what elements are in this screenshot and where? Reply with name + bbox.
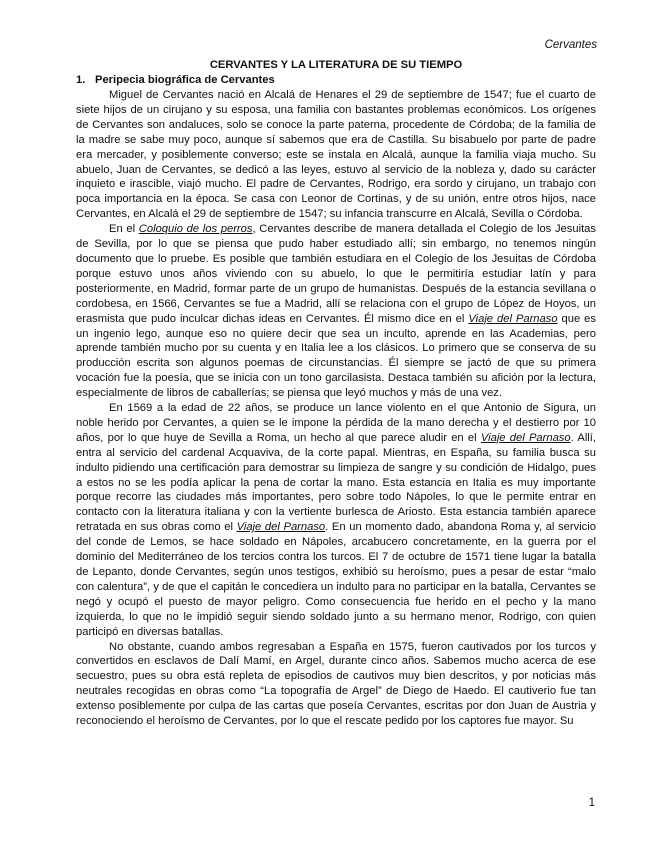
paragraph-text: . Allí, entra al servicio del cardenal Acquaviva, de la corte papal. Mientras, en España, su familia busca su indulto pidiendo una certificación para demostrar su limpieza de sangre y su condición de Hidalgo, pues a estos no se les podía aplicar la pena de cortar la mano. Esta estancia en Italia es muy importante porque recorre las ciudades más importantes, pero sobre todo Nápoles, lo que le permite entrar en contacto con la literatura italiana y con la vertiente burlesca de Ariosto. Esta estancia también aparece retratada en sus obras como el (76, 431, 597, 534)
paragraph-text: En el (109, 223, 139, 236)
paragraph-text: Miguel de Cervantes nació en Alcalá de Henares el 29 de septiembre de 1547; fue el cuarto de siete hijos de un cirujano y su esposa, una familia con bastantes problemas económicos. Los orígenes de Cervantes son andaluces, solo se conoce la parte paterna, procedente de Córdoba; de la familia de la madre se sabe muy poco, aunque sí sabemos que era de Castilla. Su bisabuelo por parte de padre era mercader, y posiblemente converso; este se instala en Alcalá, aunque la familia viaja mucho. Su abuelo, Juan de Cervantes, se dedicó a las leyes, estuvo al servicio de la nobleza y, dado su carácter inquieto e irascible, viajó mucho. El padre de Cervantes, Rodrigo, era sordo y cirujano, un trabajo con poca importancia en la época. Se casa con Leonor de Cortinas, y de su unión, entre otros hijos, nace Cervantes, en Alcalá el 29 de septiembre de 1547; su infancia transcurre en Alcalá, Sevilla o Córdoba. (76, 89, 596, 221)
body-paragraph (76, 401, 596, 640)
work-title-link: Viaje del Parnaso (468, 312, 558, 325)
section-number: 1. (76, 74, 86, 86)
running-header: Cervantes (544, 39, 597, 51)
paragraph-text: . En un momento dado, abandona Roma y, al servicio del conde de Lemos, se hace soldado en Nápoles, arcabucero concretamente, en la guerra por el dominio del Mediterráneo de los tercios contra los turcos. El 7 de octubre de 1571 tiene lugar la batalla de Lepanto, donde Cervantes, según unos testigos, exhibió su heroísmo, pues a pesar de estar “malo con calentura”, y de que el capitán le concediera un indulto para no participar en la batalla, Cervantes se negó y ocupó el puesto de mayor peligro. Como consecuencia fue herido en el pecho y la mano izquierda, lo que no le impidió seguir siendo soldado junto a su hermano menor, Rodrigo, con quien participó en diversas batallas. (76, 521, 596, 638)
work-title-link: Coloquio de los perros (138, 223, 253, 236)
document-title: CERVANTES Y LA LITERATURA DE SU TIEMPO (209, 59, 463, 71)
document-body (76, 58, 596, 729)
paragraph-text: , Cervantes describe de manera detallada el Colegio de los Jesuitas de Sevilla, por lo que se piensa que pudo haber estudiado allí; sin embargo, no tenemos ningún documento que lo pruebe. Es posible que también estudiara en el Colegio de los Jesuitas de Córdoba porque estuvo unos años viviendo con su abuelo, lo que le permitiría estudiar latín y para posteriormente, en Madrid, formar parte de un grupo de humanistas. Después de la estancia sevillana o cordobesa, en 1566, Cervantes se fue a Madrid, allí se relaciona con el grupo de López de Hoyos, un erasmista que pudo inculcar dichas ideas en Cervantes. Él mismo dice en el (76, 223, 597, 325)
section-heading-text: Peripecia biográfica de Cervantes (95, 74, 275, 86)
paragraph-text: No obstante, cuando ambos regresaban a España en 1575, fueron cautivados por los turcos y convertidos en esclavos de Dalí Mamí, en Argel, durante cinco años. Sabemos mucho acerca de ese secuestro, pues su obra está repleta de episodios de cautivos muy bien descritos, y por noticias más neutrales recogidas en obras como “La topografía de Argel” de Diego de Haedo. El cautiverio fue tan extenso posiblemente por culpa de las cartas que poseía Cervantes, escritas por don Juan de Austria y reconociendo el heroísmo de Cervantes, por lo que el rescate pedido por los captores fue mayor. Su (76, 640, 596, 728)
body-paragraph (76, 222, 596, 401)
section-heading (76, 73, 596, 88)
paragraph-text: En 1569 a la edad de 22 años, se produce un lance violento en el que Antonio de Sigura, un noble herido por Cervantes, a quien se le impone la pérdida de la mano derecha y el destierro por 10 años, por lo que huye de Sevilla a Roma, un hecho al que parece aludir en el (76, 402, 596, 444)
paragraphs (76, 88, 596, 729)
work-title-link: Viaje del Parnaso (480, 431, 571, 444)
body-paragraph (76, 88, 596, 222)
work-title-link: Viaje del Parnaso (236, 521, 326, 534)
paragraph-text: que es un ingenio lego, aunque eso no quiere decir que sea un inculto, aprende en las Academias, pero aprende también mucho por su cuenta y en Italia lee a los clásicos. Lo primero que se conserva de su producción escrita son algunos poemas de circunstancias. Él siempre se jactó de que su primera vocación fue la poesía, que se inicia con un tono garcilasista. Destaca también su afición por la lectura, especialmente de libros de caballerías; se piensa que leyó muchos y más de una vez. (76, 312, 596, 400)
body-paragraph (76, 640, 596, 729)
page-number: 1 (588, 797, 595, 809)
